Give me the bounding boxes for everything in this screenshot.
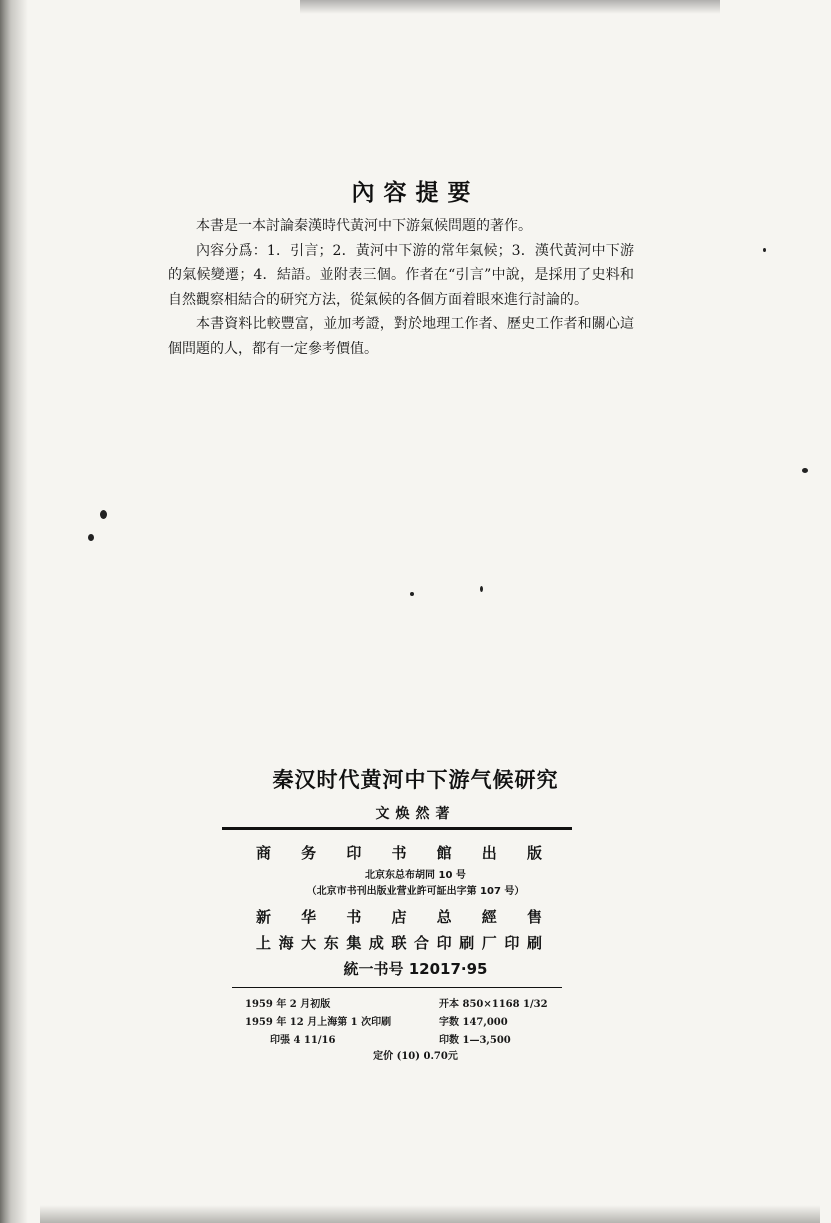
publisher-char: 书 (391, 844, 407, 862)
colophon-rule-bottom (232, 987, 562, 988)
summary-paragraph: 本書是一本討論秦漢時代黃河中下游氣候問題的著作。 (196, 218, 532, 234)
ink-speck (763, 248, 766, 252)
publisher-char: 印 (346, 844, 362, 862)
author: 文焕然著 (375, 806, 456, 822)
publisher-line (256, 842, 542, 863)
printer-char: 集 (346, 934, 362, 952)
book-number: 統一书号 12017·95 (343, 960, 488, 978)
printer-char: 大 (301, 934, 317, 952)
book-format: 开本 850×1168 1/32 (439, 999, 548, 1010)
printer-char: 印 (436, 934, 452, 952)
price: 定价 (10) 0.70元 (373, 1051, 458, 1062)
page-top-shadow (300, 0, 720, 14)
publisher-address: 北京东总布胡同 10 号 (365, 870, 466, 881)
printing-info: 1959 年 12 月上海第 1 次印刷 (245, 1017, 392, 1028)
ink-speck (480, 586, 483, 592)
colophon-rule-top (222, 827, 572, 830)
distributor-line (256, 906, 542, 927)
summary-paragraph: 內容分爲：1．引言；2．黃河中下游的常年氣候；3．漢代黃河中下游的氣候變遷；4．結語。並附表三個。作者在“引言”中說，是採用了史料和自然觀察相結合的研究方法，從氣候的各個方面着眼來進行討論的。 (168, 242, 634, 308)
distributor-char: 华 (301, 908, 317, 926)
ink-speck (802, 468, 808, 473)
printer-char: 上 (256, 934, 272, 952)
book-title: 秦汉时代黄河中下游气候研究 (272, 768, 559, 792)
ink-speck (88, 534, 94, 541)
printer-char: 联 (391, 934, 407, 952)
page-bottom-shadow (40, 1205, 820, 1223)
printer-line (256, 932, 542, 953)
printer-char: 厂 (481, 934, 497, 952)
distributor-char: 售 (526, 908, 542, 926)
distributor-char: 店 (391, 908, 407, 926)
printer-char: 合 (414, 934, 430, 952)
distributor-char: 新 (256, 908, 272, 926)
word-count: 字数 147,000 (439, 1017, 508, 1028)
printer-char: 成 (368, 934, 384, 952)
printer-char: 刷 (459, 934, 475, 952)
sheet-count: 印張 4 11/16 (270, 1035, 336, 1046)
publisher-char: 务 (301, 844, 317, 862)
print-run: 印数 1—3,500 (439, 1035, 511, 1046)
distributor-char: 书 (346, 908, 362, 926)
summary-body (168, 214, 634, 361)
printer-char: 东 (323, 934, 339, 952)
summary-title: 內容提要 (351, 180, 480, 206)
distributor-char: 經 (481, 908, 497, 926)
publisher-char: 商 (256, 844, 272, 862)
publisher-char: 出 (481, 844, 497, 862)
ink-speck (410, 592, 414, 596)
publisher-char: 館 (436, 844, 452, 862)
summary-paragraph: 本書資料比較豐富，並加考證，對於地理工作者、歷史工作者和關心這個問題的人，都有一定參考價值。 (168, 316, 634, 357)
ink-speck (100, 510, 107, 519)
printer-char: 印 (504, 934, 520, 952)
printer-char: 海 (278, 934, 294, 952)
publisher-char: 版 (526, 844, 542, 862)
first-edition: 1959 年 2 月初版 (245, 999, 331, 1010)
distributor-char: 总 (436, 908, 452, 926)
publisher-license: （北京市书刊出版业营业許可証出字第 107 号） (306, 886, 525, 897)
printer-char: 刷 (526, 934, 542, 952)
